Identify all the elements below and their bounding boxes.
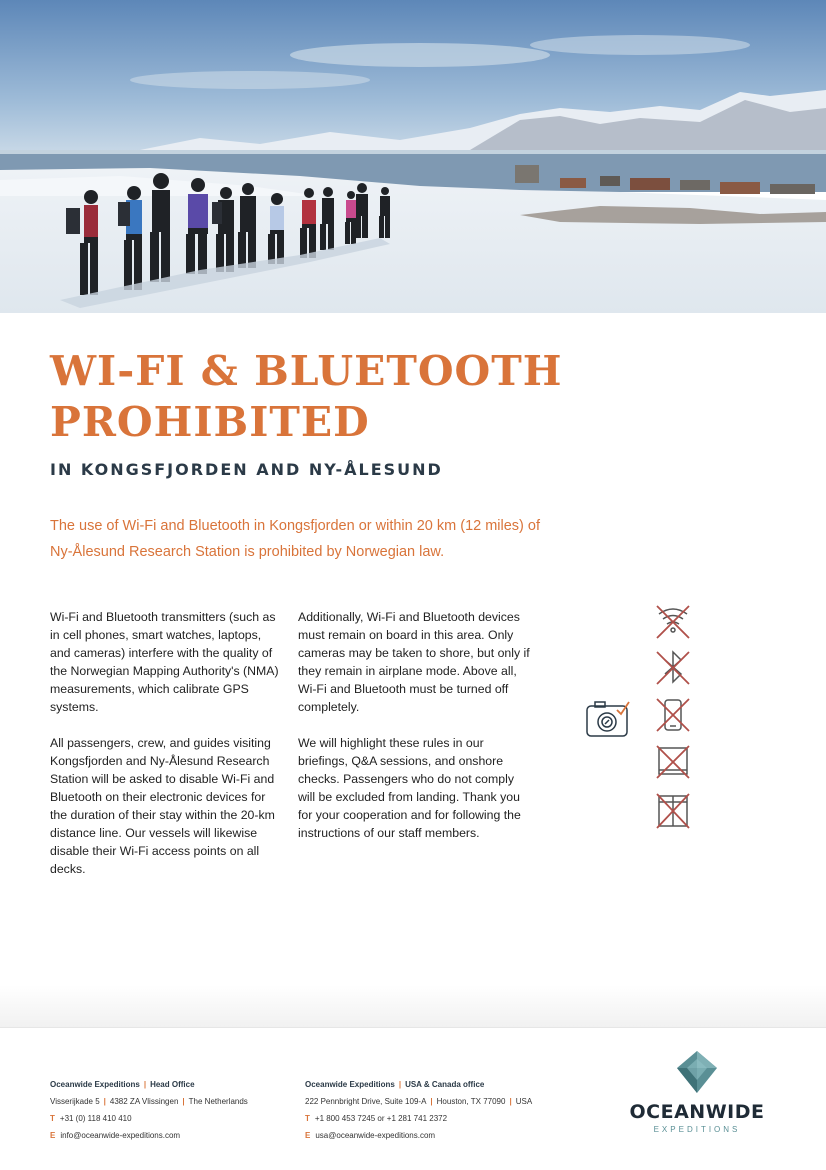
logo-subtitle: EXPEDITIONS	[653, 1125, 741, 1134]
separator: |	[398, 1080, 402, 1089]
no-phone-icon	[657, 699, 689, 731]
page-title: WI-FI & BLUETOOTH PROHIBITED	[50, 347, 563, 446]
no-laptop-icon	[657, 746, 689, 778]
arctic-landscape-photo-icon	[0, 0, 826, 313]
page-subtitle: IN KONGSFJORDEN AND NY-ÅLESUND	[50, 460, 443, 479]
email-label: E	[50, 1131, 56, 1140]
lead-paragraph: The use of Wi-Fi and Bluetooth in Kongsfjorden or within 20 km (12 miles) of Ny-Ålesund Research Station is prohibited by Norwegian law.	[50, 518, 541, 560]
company-name: Oceanwide Expeditions	[50, 1080, 140, 1089]
phone-label: T	[305, 1114, 310, 1123]
separator: |	[103, 1097, 106, 1106]
address-line: Houston, TX 77090	[436, 1097, 506, 1106]
office-name: USA & Canada office	[405, 1080, 485, 1089]
address-line: 222 Pennbright Drive, Suite 109-A	[305, 1097, 427, 1106]
head-office-contact	[50, 1076, 248, 1144]
body-paragraph: We will highlight these rules in our briefings, Q&A sessions, and onshore checks. Passengers who do not comply will be excluded from landing. Thank you for your cooperation and for following the instructions of our staff members.	[298, 736, 521, 840]
address-line: 4382 ZA Vlissingen	[109, 1097, 179, 1106]
no-wifi-icon	[657, 606, 689, 638]
address-line: USA	[515, 1097, 533, 1106]
hero-photo	[0, 0, 826, 313]
device-rules-icons	[585, 602, 705, 832]
email-link[interactable]: usa@oceanwide-expeditions.com	[315, 1131, 436, 1140]
no-tablet-icon	[657, 794, 689, 828]
separator: |	[430, 1097, 433, 1106]
body-paragraph: All passengers, crew, and guides visiting Kongsfjorden and Ny-Ålesund Research Station will be asked to disable Wi-Fi and Bluetooth on their electronic devices for the duration of their stay within the 20-km distance line. Our vessels will likewise disable their Wi-Fi access points on all decks.	[50, 736, 275, 876]
separator: |	[182, 1097, 185, 1106]
body-column-right	[298, 608, 530, 860]
phone-number[interactable]: +31 (0) 118 410 410	[59, 1114, 132, 1123]
phone-or: or	[377, 1114, 385, 1123]
body-column-left	[50, 608, 285, 896]
oceanwide-logo	[612, 1050, 782, 1160]
phone-label: T	[50, 1114, 55, 1123]
phone-number[interactable]: +1 281 741 2372	[386, 1114, 448, 1123]
office-name: Head Office	[150, 1080, 195, 1089]
separator: |	[509, 1097, 512, 1106]
diamond-logo-icon	[675, 1050, 719, 1094]
camera-allowed-icon	[587, 702, 629, 736]
logo-wordmark: OCEANWIDE	[629, 1101, 765, 1123]
footer-fade	[0, 985, 826, 1027]
separator: |	[143, 1080, 147, 1089]
email-link[interactable]: info@oceanwide-expeditions.com	[60, 1131, 181, 1140]
address-line: The Netherlands	[188, 1097, 248, 1106]
phone-number[interactable]: +1 800 453 7245	[314, 1114, 376, 1123]
body-paragraph: Wi-Fi and Bluetooth transmitters (such as in cell phones, smart watches, laptops, and cameras) interfere with the quality of the Norwegian Mapping Authority's (NMA) measurements, which calibrate GPS systems.	[50, 610, 279, 714]
usa-office-contact	[305, 1076, 532, 1144]
footer	[0, 1027, 826, 1170]
email-label: E	[305, 1131, 311, 1140]
body-paragraph: Additionally, Wi-Fi and Bluetooth devices must remain on board in this area. Only cameras may be taken to shore, but only if they remain in airplane mode. Above all, Wi-Fi and Bluetooth must be turned off completely.	[298, 610, 530, 714]
company-name: Oceanwide Expeditions	[305, 1080, 395, 1089]
address-line: Visserijkade 5	[50, 1097, 100, 1106]
no-bluetooth-icon	[657, 652, 689, 684]
